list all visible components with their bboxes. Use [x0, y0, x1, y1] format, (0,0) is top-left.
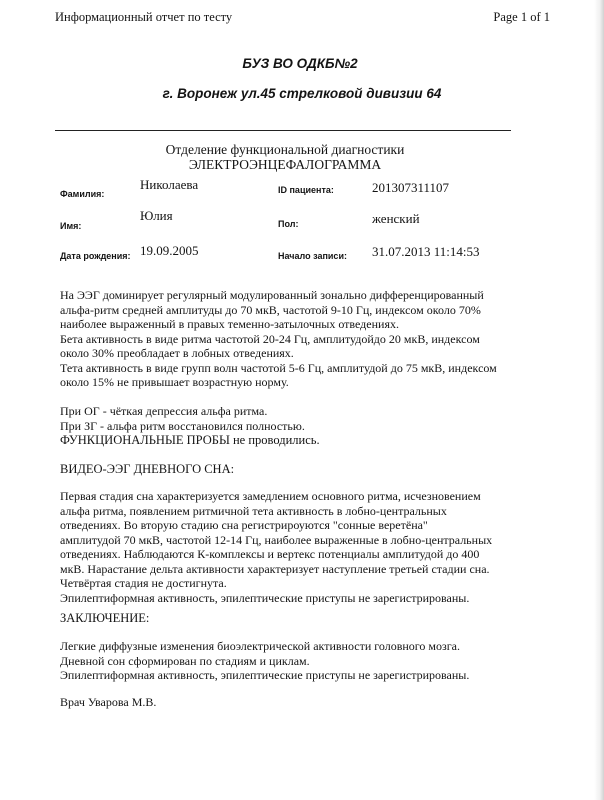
eeg-findings — [60, 288, 497, 433]
conclusion-line: Эпилептиформная активность, эпилептические приступы не зарегистрированы. — [60, 668, 470, 682]
sleep-line: отведениях. Во вторую стадию сна регистрироуются "сонные веретёна" — [60, 518, 428, 532]
findings-line: На ЭЭГ доминирует регулярный модулированный зонально дифференцированный — [60, 288, 484, 302]
organization-name: БУЗ ВО ОДКБ№2 — [242, 56, 358, 71]
sleep-line: альфа ритма, появлением ритмичной тета активность в лобно-центральных — [60, 503, 447, 518]
findings-line: При ОГ - чёткая депрессия альфа ритма. — [60, 404, 268, 418]
surname-value: Николаева — [140, 177, 199, 192]
findings-line: Тета активность в виде групп волн частотой 5-6 Гц, амплитудой до 75 мкВ, индексом — [60, 360, 497, 375]
sex-label: Пол: — [278, 219, 299, 229]
record-start-value: 31.07.2013 11:14:53 — [372, 244, 480, 259]
findings-line: альфа-ритм средней амплитуды до 70 мкВ, частотой 9-10 Гц, индексом около 70% — [60, 302, 481, 317]
findings-line — [60, 390, 497, 405]
findings-line: около 30% преобладает в лобных отведениях. — [60, 346, 294, 360]
sleep-line: мкВ. Нарастание дельта активности характеризует наступление третьей стадии сна. — [60, 561, 490, 576]
sleep-heading: ВИДЕО-ЭЭГ ДНЕВНОГО СНА: — [60, 462, 235, 476]
scan-edge-shadow — [594, 0, 604, 800]
sleep-line: отведениях. Наблюдаются К-комплексы и вертекс потенциалы амплитудой до 400 — [60, 547, 480, 561]
conclusion-line: Дневной сон сформирован по стадиям и циклам. — [60, 653, 310, 668]
first-name-label: Имя: — [60, 221, 82, 231]
sex-value: женский — [372, 211, 420, 226]
dob-value: 19.09.2005 — [140, 243, 199, 258]
findings-line: наиболее выраженный в правых теменно-затылочных отведениях. — [60, 317, 399, 331]
patient-id-value: 201307311107 — [372, 180, 450, 195]
surname-label: Фамилия: — [60, 189, 105, 199]
record-start-label: Начало записи: — [278, 251, 347, 261]
sleep-line: Четвёртая стадия не достигнута. — [60, 576, 227, 590]
department-name: Отделение функциональной диагностики — [165, 142, 405, 157]
doctor-signature: Врач Уварова М.В. — [60, 695, 157, 709]
findings-line: Бета активность в виде ритма частотой 20-24 Гц, амплитудойдо 20 мкВ, индексом — [60, 331, 480, 346]
sleep-line: амплитудой 70 мкВ, частотой 12-14 Гц, наиболее выраженные в лобно-центральных — [60, 532, 493, 547]
page-number: Page 1 of 1 — [493, 10, 550, 24]
conclusion-heading: ЗАКЛЮЧЕНИЕ: — [60, 611, 150, 625]
conclusion-text — [60, 639, 469, 683]
findings-line: около 15% не привышает возрастную норму. — [60, 375, 289, 389]
findings-line: При ЗГ - альфа ритм восстановился полностью. — [60, 418, 305, 433]
sleep-line: Эпилептиформная активность, эпилептические приступы не зарегистрированы. — [60, 590, 470, 605]
report-title: ЭЛЕКТРОЭНЦЕФАЛОГРАММА — [188, 157, 382, 172]
sleep-line: Первая стадия сна характеризуется замедлением основного ритма, исчезновением — [60, 489, 481, 503]
patient-id-label: ID пациента: — [278, 185, 334, 195]
functional-tests: ФУНКЦИОНАЛЬНЫЕ ПРОБЫ не проводились. — [60, 433, 320, 447]
department-block — [0, 142, 570, 172]
organization-address: г. Воронеж ул.45 стрелковой дивизии 64 — [162, 86, 442, 101]
dob-label: Дата рождения: — [60, 251, 131, 261]
print-header-title: Информационный отчет по тесту — [55, 10, 233, 24]
sleep-findings — [60, 489, 492, 605]
conclusion-line: Легкие диффузные изменения биоэлектрической активности головного мозга. — [60, 639, 460, 653]
header-divider — [55, 130, 511, 131]
first-name-value: Юлия — [140, 208, 173, 223]
